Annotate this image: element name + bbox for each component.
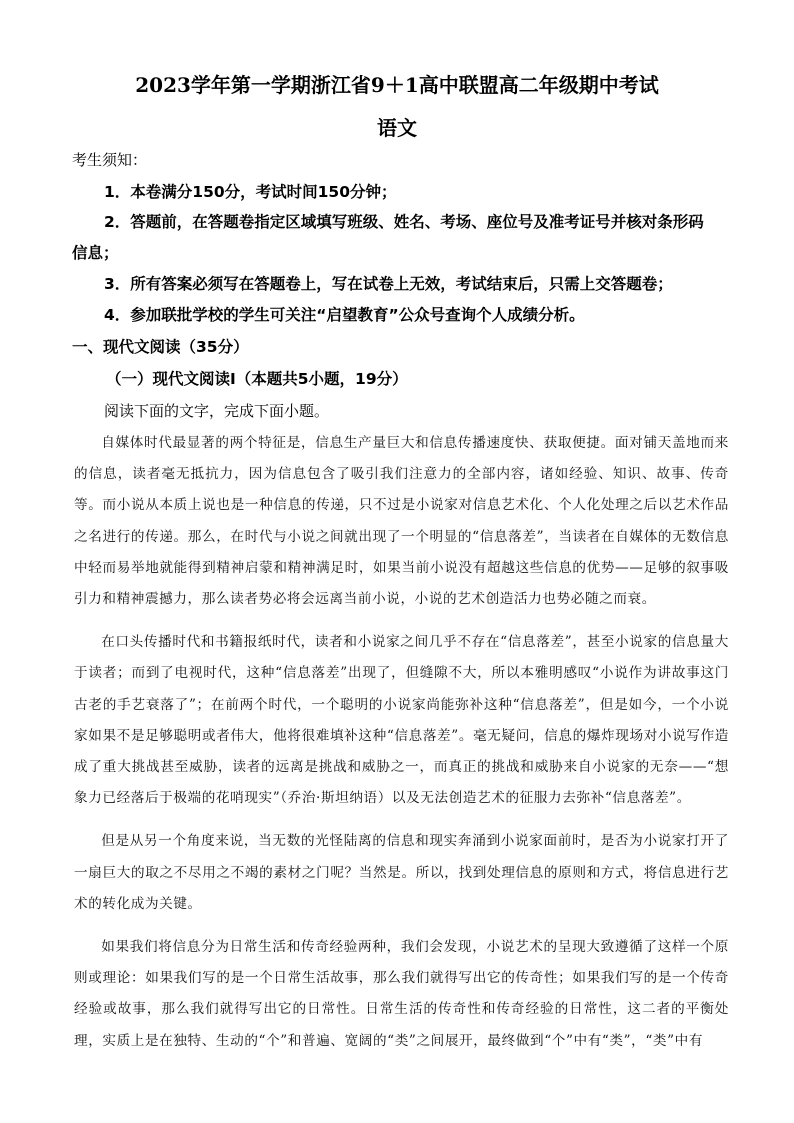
- passage-paragraph-4: 如果我们将信息分为日常生活和传奇经验两种，我们会发现，小说艺术的呈现大致遵循了这样一个原则或理论：如果我们写的是一个日常生活故事，那么我们就得写出它的传奇性；如果我们写的是一个传奇经验或故事，那么我们就得写出它的日常性。日常生活的传奇性和传奇经验的日常性，这二者的平衡处理，实质上是在独特、生动的“个”和普遍、宽阔的“类”之间展开，最终做到“个”中有“类”，“类”中有: [74, 939, 729, 1049]
- passage-paragraph-2: 在口头传播时代和书籍报纸时代，读者和小说家之间几乎不存在“信息落差”，甚至小说家的信息量大于读者；而到了电视时代，这种“信息落差”出现了，但缝隙不大，所以本雅明感叹“小说作为讲故事这门古老的手艺衰落了”；在前两个时代，一个聪明的小说家尚能弥补这种“信息落差”，但是如今，一个小说家如果不是足够聪明或者伟大，他将很难填补这种“信息落差”。毫无疑问，信息的爆炸现场对小说写作造成了重大挑战甚至威胁，读者的远离是挑战和威胁之一，而真正的挑战和威胁来自小说家的无奈——“想象力已经落后于极端的花哨现实”（乔治·斯坦纳语）以及无法创造艺术的征服力去弥补“信息落差”。: [74, 634, 729, 807]
- subsection-heading: （一）现代文阅读Ⅰ（本题共5小题，19分）: [106, 370, 408, 388]
- reading-passage: [74, 428, 729, 1057]
- passage-paragraph-3: 但是从另一个角度来说，当无数的光怪陆离的信息和现实奔涌到小说家面前时，是否为小说家打开了一扇巨大的取之不尽用之不竭的素材之门呢？当然是。所以，找到处理信息的原则和方式，将信息进行艺术的转化成为关键。: [74, 833, 729, 912]
- notice-item-4: 4．参加联批学校的学生可关注“启望教育”公众号查询个人成绩分析。: [104, 306, 585, 324]
- notice-item-2: 2．答题前，在答题卷指定区域填写班级、姓名、考场、座位号及准考证号并核对条形码: [104, 213, 704, 231]
- notice-item-3: 3．所有答案必须写在答题卷上，写在试卷上无效，考试结束后，只需上交答题卷；: [104, 275, 673, 293]
- reading-instruction: 阅读下面的文字，完成下面小题。: [104, 402, 330, 420]
- subject-title: 语文: [377, 116, 417, 140]
- notice-item-1: 1．本卷满分150分，考试时间150分钟；: [104, 183, 397, 201]
- notice-item-2-continued: 信息；: [72, 244, 119, 262]
- notice-heading: 考生须知：: [72, 151, 148, 169]
- exam-title: 2023学年第一学期浙江省9＋1高中联盟高二年级期中考试: [135, 73, 659, 97]
- section-heading: 一、现代文阅读（35分）: [72, 338, 249, 356]
- passage-paragraph-1: 自媒体时代最显著的两个特征是，信息生产量巨大和信息传播速度快、获取便捷。面对铺天盖地而来的信息，读者毫无抵抗力，因为信息包含了吸引我们注意力的全部内容，诸如经验、知识、故事、传奇等。而小说从本质上说也是一种信息的传递，只不过是小说家对信息艺术化、个人化处理之后以艺术作品之名进行的传递。那么，在时代与小说之间就出现了一个明显的“信息落差”，当读者在自媒体的无数信息中轻而易举地就能得到精神启蒙和精神满足时，如果当前小说没有超越这些信息的优势——足够的叙事吸引力和精神震撼力，那么读者势必将会远离当前小说，小说的艺术创造活力也势必随之而衰。: [74, 435, 729, 608]
